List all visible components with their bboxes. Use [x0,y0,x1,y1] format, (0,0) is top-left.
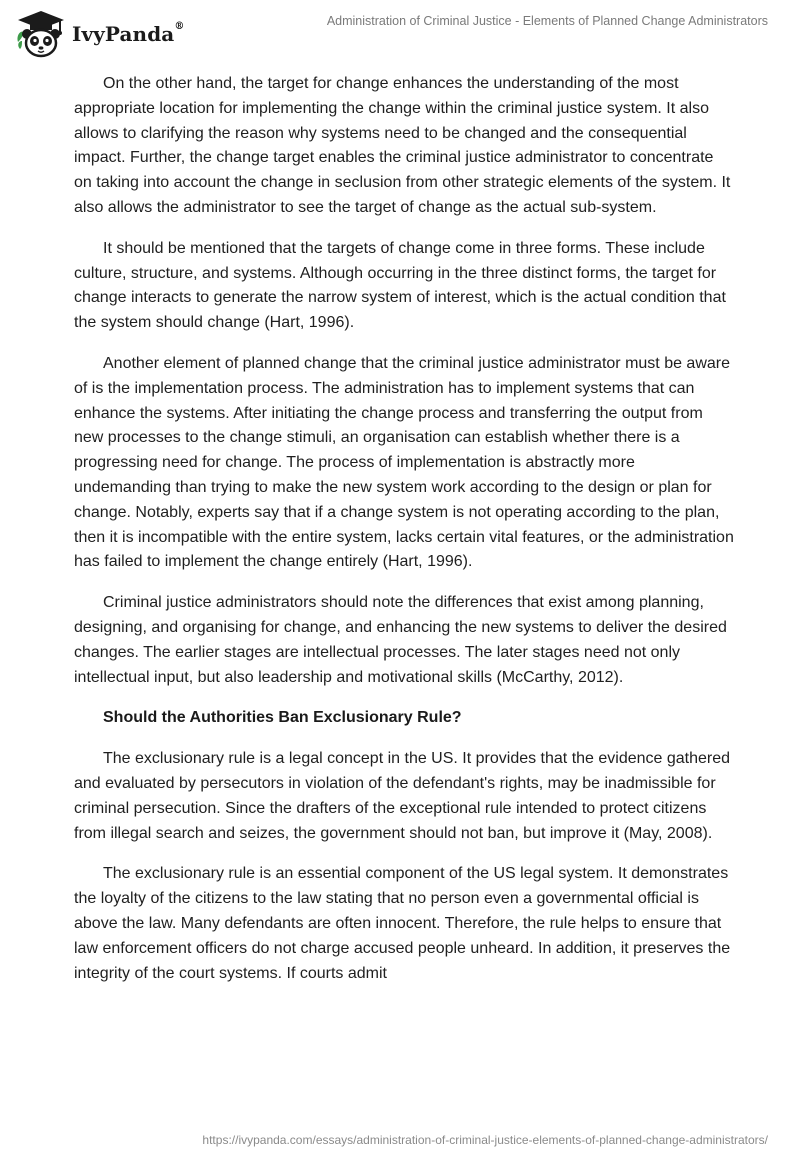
section-heading: Should the Authorities Ban Exclusionary Rule? [103,709,462,727]
registered-mark: ® [174,21,185,32]
document-title: Administration of Criminal Justice - Elements of Planned Change Administrators [326,14,768,28]
ivypanda-logo[interactable] [14,8,184,60]
source-url[interactable]: https://ivypanda.com/essays/administration-of-criminal-justice-elements-of-planned-change-administrators/ [202,1133,768,1147]
logo-wordmark: IvyPanda [72,22,175,46]
panda-graduate-icon [14,8,68,60]
paragraph: The exclusionary rule is a legal concept in the US. It provides that the evidence gathered and evaluated by persecutors in violation of the defendant's rights, may be inadmissible for criminal persecution. Since the drafters of the exceptional rule intended to protect citizens from illegal search and seizes, the government should not ban, but improve it (May, 2008). [74,750,731,842]
page-header [0,0,800,70]
paragraph: Another element of planned change that the criminal justice administrator must be aware of is the implementation process. The administration has to implement systems that can enhance the systems. After initiating the change process and transferring the output from new processes to the change stimuli, an organisation can establish whether there is a progressing need for change. The process of implementation is abstractly more undemanding than trying to make the new system work according to the design or plan for change. Notably, experts say that if a change system is not operating according to the plan, then it is incompatible with the entire system, lacks certain vital features, or the administration has failed to implement the change entirely (Hart, 1996). [74,354,734,571]
logo-text [72,22,184,46]
paragraph: Criminal justice administrators should note the differences that exist among planning, designing, and organising for change, and enhancing the new systems to deliver the desired changes. The earlier stages are intellectual processes. The later stages need not only intellectual input, but also leadership and motivational skills (McCarthy, 2012). [74,594,727,686]
paragraph: It should be mentioned that the targets of change come in three forms. These include culture, structure, and systems. Although occurring in the three distinct forms, the target for change interacts to generate the narrow system of interest, which is the actual condition that the system should change (Hart, 1996). [74,239,726,332]
paragraph: On the other hand, the target for change enhances the understanding of the most appropriate location for implementing the change within the criminal justice system. It also allows to clarifying the reason why systems need to be changed and the consequential impact. Further, the change target enables the criminal justice administrator to concentrate on taking into account the change in seclusion from other strategic elements of the system. It also allows the administrator to see the target of change as the actual sub-system. [74,75,731,216]
paragraph: The exclusionary rule is an essential component of the US legal system. It demonstrates the loyalty of the citizens to the law stating that no person even a governmental official is above the law. Many defendants are often innocent. Therefore, the rule helps to ensure that law enforcement officers do not charge accused people unheard. In addition, it preserves the integrity of the court systems. If courts admit [74,865,731,982]
essay-body [74,72,734,1002]
